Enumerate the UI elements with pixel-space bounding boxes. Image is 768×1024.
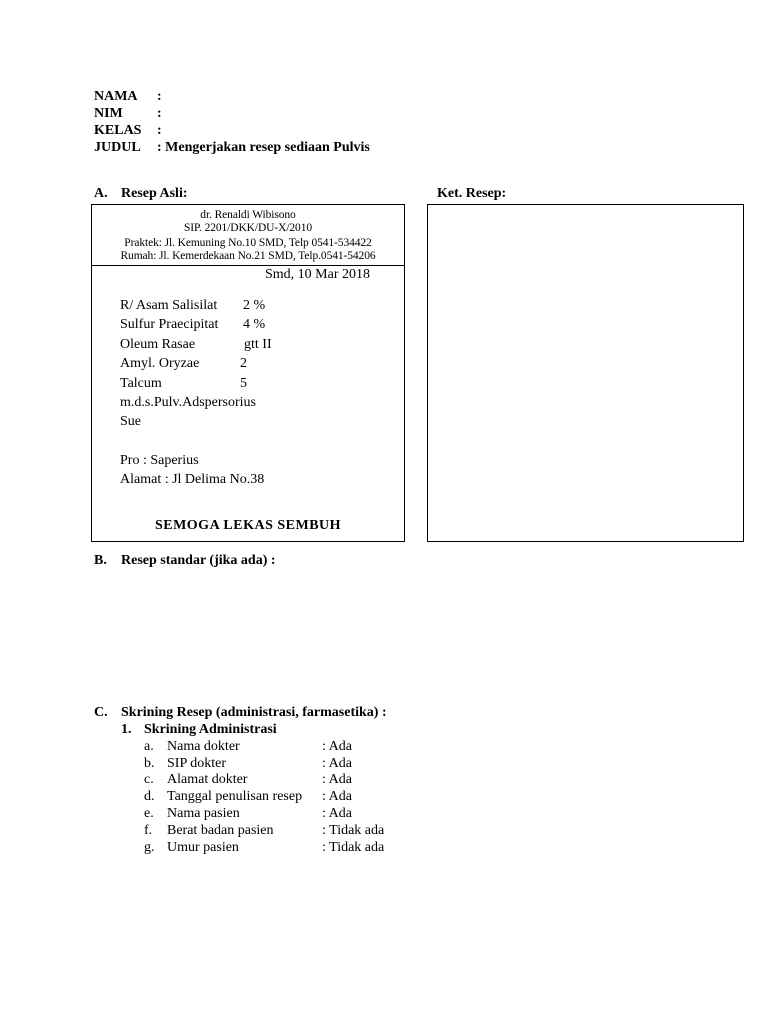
rx-item-qty: gtt II bbox=[244, 337, 272, 352]
rx-sue: Sue bbox=[120, 414, 141, 429]
list-item-value: : Ada bbox=[322, 772, 352, 787]
list-item-value: : Ada bbox=[322, 806, 352, 821]
list-item-value: : Ada bbox=[322, 756, 352, 771]
rx-item-name: Talcum bbox=[120, 376, 162, 391]
list-item-value: : Ada bbox=[322, 789, 352, 804]
closing-wish: SEMOGA LEKAS SEMBUH bbox=[154, 518, 342, 533]
rx-signa: m.d.s.Pulv.Adspersorius bbox=[120, 395, 256, 410]
doctor-sip: SIP. 2201/DKK/DU-X/2010 bbox=[183, 222, 313, 234]
section-b-number: B. bbox=[94, 553, 107, 568]
list-item-value: : Ada bbox=[322, 739, 352, 754]
rx-item-qty: 4 % bbox=[243, 317, 266, 332]
doctor-home-address: Rumah: Jl. Kemerdekaan No.21 SMD, Telp.0541-54206 bbox=[120, 250, 376, 262]
rx-patient-address: Alamat : Jl Delima No.38 bbox=[120, 472, 265, 487]
nama-colon: : bbox=[157, 89, 162, 104]
section-b-title: Resep standar (jika ada) : bbox=[121, 553, 276, 568]
section-a-title: Resep Asli: bbox=[121, 186, 188, 201]
list-item-letter: g. bbox=[144, 840, 155, 855]
list-item-name: Tanggal penulisan resep bbox=[167, 789, 303, 804]
judul-label: JUDUL bbox=[94, 140, 141, 155]
list-item-value: : Tidak ada bbox=[322, 840, 385, 855]
list-item-letter: b. bbox=[144, 756, 155, 771]
section-c-number: C. bbox=[94, 705, 108, 720]
section-a-number: A. bbox=[94, 186, 108, 201]
list-item-letter: f. bbox=[144, 823, 153, 838]
subsection-number: 1. bbox=[121, 722, 132, 737]
header-divider bbox=[92, 265, 404, 266]
prescription-box bbox=[91, 204, 405, 542]
ket-resep-title: Ket. Resep: bbox=[437, 186, 507, 201]
list-item-name: Umur pasien bbox=[167, 840, 239, 855]
doctor-praktek-address: Praktek: Jl. Kemuning No.10 SMD, Telp 0541-534422 bbox=[124, 237, 372, 249]
list-item-letter: c. bbox=[144, 772, 154, 787]
rx-item-qty: 2 bbox=[240, 356, 247, 371]
rx-item-name: Amyl. Oryzae bbox=[120, 356, 200, 371]
kelas-colon: : bbox=[157, 123, 162, 138]
rx-item-name: R/ Asam Salisilat bbox=[120, 298, 218, 313]
rx-item-qty: 2 % bbox=[243, 298, 266, 313]
list-item-name: Nama pasien bbox=[167, 806, 240, 821]
rx-item-name: Sulfur Praecipitat bbox=[120, 317, 219, 332]
subsection-title: Skrining Administrasi bbox=[144, 722, 277, 737]
ket-resep-box bbox=[427, 204, 744, 542]
list-item-name: Alamat dokter bbox=[167, 772, 248, 787]
judul-value: : Mengerjakan resep sediaan Pulvis bbox=[157, 140, 370, 155]
list-item-name: Berat badan pasien bbox=[167, 823, 274, 838]
list-item-letter: e. bbox=[144, 806, 154, 821]
rx-patient: Pro : Saperius bbox=[120, 453, 199, 468]
list-item-letter: d. bbox=[144, 789, 155, 804]
rx-item-qty: 5 bbox=[240, 376, 247, 391]
section-c-title: Skrining Resep (administrasi, farmasetika) : bbox=[121, 705, 387, 720]
list-item-name: Nama dokter bbox=[167, 739, 240, 754]
rx-item-name: Oleum Rasae bbox=[120, 337, 196, 352]
nama-label: NAMA bbox=[94, 89, 138, 104]
list-item-name: SIP dokter bbox=[167, 756, 226, 771]
kelas-label: KELAS bbox=[94, 123, 142, 138]
nim-colon: : bbox=[157, 106, 162, 121]
list-item-value: : Tidak ada bbox=[322, 823, 385, 838]
list-item-letter: a. bbox=[144, 739, 154, 754]
doctor-name: dr. Renaldi Wibisono bbox=[200, 209, 296, 221]
prescription-date: Smd, 10 Mar 2018 bbox=[265, 267, 370, 282]
nim-label: NIM bbox=[94, 106, 123, 121]
